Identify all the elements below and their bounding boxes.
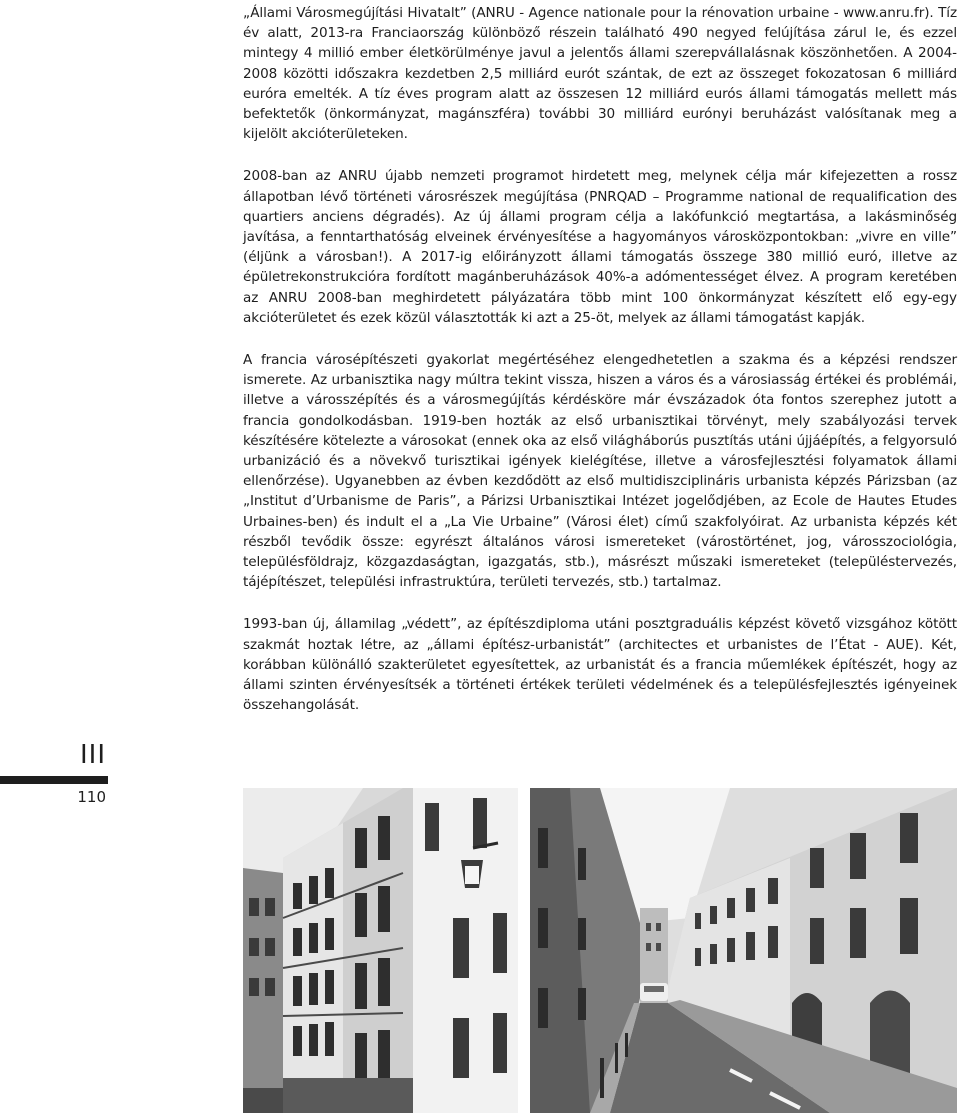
paragraph-1: „Állami Városmegújítási Hivatalt” (ANRU - Agence nationale pour la rénovation urbaine - www.anru.fr). Tíz év alatt, 2013-ra Franciaország különböző részein található 490 negyed felújítása zárul le, és ezzel mintegy 4 millió ember életkörülménye javul a jelentős állami szerepvállalásnak köszönhetően. A 2004-2008 közötti időszakra kezdetben 2,5 milliárd eurót szántak, de ezt az összeget fokozatosan 6 milliárd euróra emelték. A tíz éves program alatt az összesen 12 milliárd eurós állami támogatás mellett más befektetők (önkormányzat, magánszféra) további 30 milliárd eurónyi beruházást valósítanak meg a kijelölt akcióterületeken.: [243, 5, 957, 143]
page-number: 110: [77, 788, 106, 806]
chapter-roman-numeral: III: [79, 740, 106, 770]
body-text: [243, 3, 957, 716]
chapter-rule: [0, 776, 108, 784]
paragraph-4: 1993-ban új, államilag „védett”, az építészdiploma utáni posztgraduális képzést követő vizsgához kötött szakmát hoztak létre, az „állami építész-urbanistát” (architectes et urbanistes de l’État - AUE). Két, korábban különálló szakterületet egyesítettek, az urbanistát és a francia műemlékek építészét, hogy az állami szinten érvényesítsék a történeti értékek területi védelmének és a településfejlesztés igényeinek összehangolását.: [243, 616, 957, 714]
photo-street-facades: [243, 788, 518, 1113]
paragraph-3: A francia városépítészeti gyakorlat megértéséhez elengedhetetlen a szakma és a képzési rendszer ismerete. Az urbanisztika nagy múltra tekint vissza, hiszen a város és a városiasság értékei és problémái, illetve a városszépítés és a városmegújítás kérdésköre már évszázadok óta fontos szerephez jutott a francia gondolkodásban. 1919-ben hozták az első urbanisztikai törvényt, mely szabályozási tervek készítésére kötelezte a városokat (ennek oka az első világháborús pusztítás utáni újjáépítés, a felgyorsuló urbanizáció és a növekvő turisztikai igények kielégítése, illetve a városfejlesztési folyamatok állami ellenőrzése). Ugyanebben az évben kezdődött az első multidiszciplináris urbanista képzés Párizsban (az „Institut d’Urbanisme de Paris”, a Párizsi Urbanisztikai Intézet jogelődjében, az Ecole de Hautes Etudes Urbaines-ben) és indult el a „La Vie Urbaine” (Városi élet) című szakfolyóirat. Az urbanista képzés két részből tevődik össze: egyrészt általános városi ismereteket (várostörténet, jog, városszociológia, településföldrajz, közgazdaságtan, igazgatás, stb.), másrészt műszaki ismereteket (településtervezés, tájépítészet, települési infrastruktúra, területi tervezés, stb.) tartalmaz.: [243, 352, 957, 591]
paragraph-2: 2008-ban az ANRU újabb nemzeti programot hirdetett meg, melynek célja már kifejezetten a rossz állapotban lévő történeti városrészek megújítása (PNRQAD – Programme national de requalification des quartiers anciens dégradés). Az új állami program célja a lakófunkció megtartása, a lakásminőség javítása, a fenntarthatóság elveinek érvényesítése a hagyományos városközpontokban: „vivre en ville” (éljünk a városban!). A 2017-ig előirányzott állami támogatás összege 380 millió euró, illetve az épületrekonstrukcióra fordított magánberuházások 40%-a adómentességet élvez. A program keretében az ANRU 2008-ban meghirdetett pályázatára több mint 100 önkormányzat készített elő egy-egy akcióterületet és ezek közül választották ki azt a 25-öt, melyek az állami támogatást kapják.: [243, 168, 957, 326]
photo-street-perspective: [530, 788, 957, 1113]
photo-street-facades-image: [243, 788, 518, 1113]
photo-street-perspective-image: [530, 788, 957, 1113]
